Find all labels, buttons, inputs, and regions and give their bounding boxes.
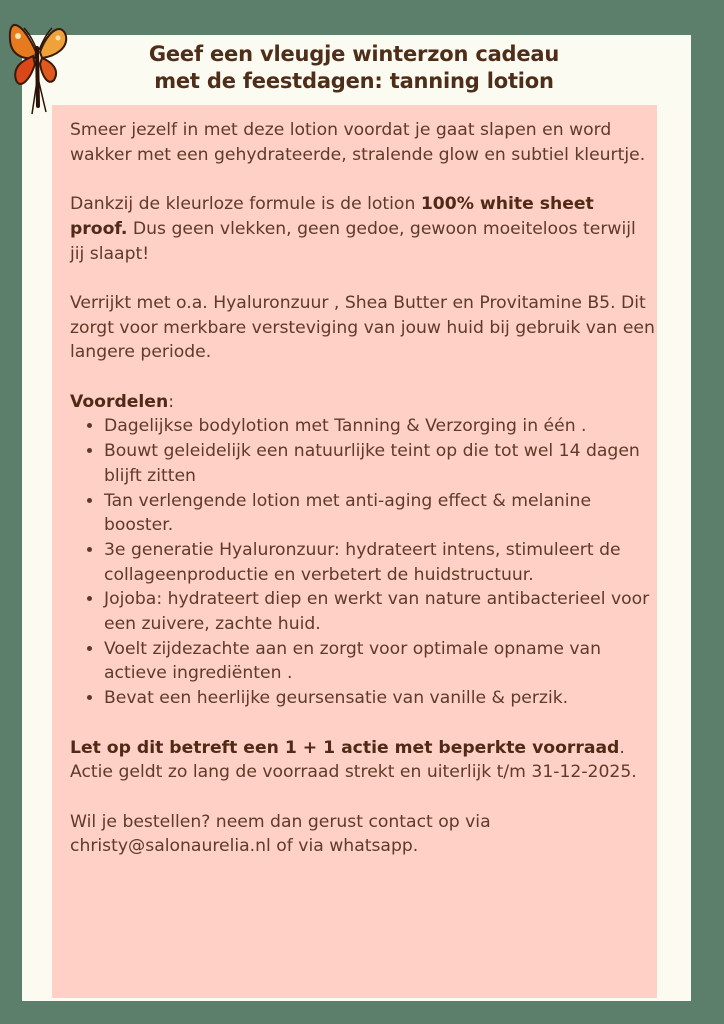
offer-paragraph bbox=[70, 736, 655, 785]
list-item: • Voelt zijdezachte aan en zorgt voor optimale opname van actieve ingrediënten . bbox=[104, 637, 655, 686]
offer-rest: . Actie geldt zo lang de voorraad strekt en uiterlijk t/m 31-12-2025. bbox=[70, 737, 637, 783]
formula-text-after: Dus geen vlekken, geen gedoe, gewoon moeiteloos terwijl jij slaapt! bbox=[70, 218, 636, 264]
list-item: • Jojoba: hydrateert diep en werkt van nature antibacterieel voor een zuivere, zachte huid. bbox=[104, 587, 655, 636]
contact-paragraph: Wil je bestellen? neem dan gerust contact op via christy@salonaurelia.nl of via whatsapp. bbox=[70, 811, 491, 857]
list-item: • Tan verlengende lotion met anti-aging effect & melanine booster. bbox=[104, 489, 655, 538]
formula-bold: 100% white sheet proof. bbox=[70, 194, 594, 239]
benefits-heading-text: Voordelen bbox=[70, 391, 169, 412]
title-line-2: met de feestdagen: tanning lotion bbox=[154, 69, 554, 93]
formula-text-before: Dankzij de kleurloze formule is de lotion bbox=[70, 194, 421, 215]
benefits-heading-colon: : bbox=[168, 391, 174, 412]
intro-paragraph: Smeer jezelf in met deze lotion voordat je gaat slapen en word wakker met een gehydrateerde, stralende glow en subtiel kleurtje. bbox=[70, 120, 646, 165]
enriched-paragraph: Verrijkt met o.a. Hyaluronzuur , Shea Butter en Provitamine B5. Dit zorgt voor merkbare versteviging van jouw huid bij gebruik van een langere periode. bbox=[70, 292, 655, 363]
page-title bbox=[100, 41, 608, 95]
list-item: • 3e generatie Hyaluronzuur: hydrateert intens, stimuleert de collageenproductie en verbetert de huidstructuur. bbox=[104, 538, 655, 587]
benefits-heading bbox=[70, 390, 655, 415]
list-item: • Bevat een heerlijke geursensatie van vanille & perzik. bbox=[104, 686, 655, 711]
benefits-list bbox=[70, 414, 655, 710]
list-item: • Dagelijkse bodylotion met Tanning & Verzorging in één . bbox=[104, 414, 655, 439]
title-line-1: Geef een vleugje winterzon cadeau bbox=[148, 42, 560, 66]
offer-bold: Let op dit betreft een 1 + 1 actie met beperkte voorraad bbox=[70, 737, 620, 758]
content-body bbox=[70, 118, 655, 859]
list-item: • Bouwt geleidelijk een natuurlijke teint op die tot wel 14 dagen blijft zitten bbox=[104, 439, 655, 488]
formula-paragraph bbox=[70, 192, 655, 266]
